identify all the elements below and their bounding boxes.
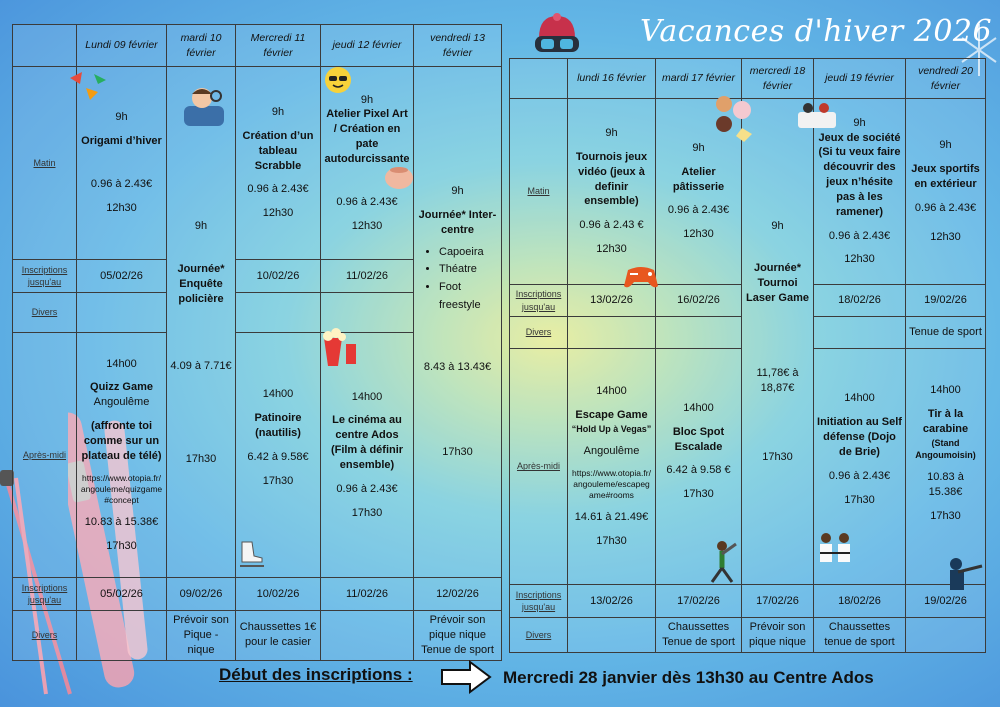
divers-cell: [568, 317, 656, 349]
row-label-divers: Divers: [13, 611, 77, 661]
day-header: Mercredi 11 février: [236, 25, 321, 67]
inscription-date: 19/02/26: [906, 285, 986, 317]
inscription-date: 10/02/26: [236, 260, 321, 293]
inscription-date: 11/02/26: [321, 578, 414, 611]
registration-info: Mercredi 28 janvier dès 13h30 au Centre Ados: [503, 668, 874, 687]
poster-title: Vacances d'hiver 2026: [640, 14, 993, 49]
activity-title: Journée* Inter-centre: [418, 209, 497, 236]
activity-link[interactable]: https://www.otopia.fr/angouleme/quizgame#concept: [80, 472, 163, 505]
inscription-date: 17/02/26: [656, 585, 742, 618]
divers-cell: Prévoir son pique nique Tenue de sport: [414, 611, 502, 661]
day-header: Lundi 09 février: [77, 25, 167, 67]
day-header: mardi 17 février: [656, 59, 742, 99]
divers-cell: [906, 618, 986, 653]
activity-title: Origami d’hiver: [81, 135, 162, 148]
karate-icon: [814, 530, 856, 572]
clay-pot-icon: [382, 162, 416, 192]
activity-cell: 9h Atelier pâtisserie 0.96 à 2.43€ 12h30: [656, 99, 742, 285]
activity-title: Escape Game: [575, 409, 648, 422]
inscription-date: 16/02/26: [656, 285, 742, 317]
inscription-date: 17/02/26: [742, 585, 814, 618]
row-label-apres-midi: Après-midi: [13, 333, 77, 578]
activity-title: Initiation au Self défense (Dojo de Brie): [817, 416, 902, 458]
day-header: lundi 16 février: [568, 59, 656, 99]
activity-title: Journée* Enquête policière: [177, 263, 225, 305]
corner-cell: [13, 25, 77, 67]
inscription-date: 13/02/26: [568, 585, 656, 618]
beanie-goggles-icon: [531, 12, 583, 60]
divers-cell: Chaussettes tenue de sport: [814, 618, 906, 653]
activity-title: Création d’un tableau Scrabble: [242, 129, 314, 172]
inscription-date: 18/02/26: [814, 285, 906, 317]
activity-title: Journée* Tournoi Laser Game: [746, 262, 809, 305]
day-header: mercredi 18 février: [742, 59, 814, 99]
activity-title: Tir à la carabine: [922, 408, 969, 436]
popcorn-icon: [320, 326, 360, 368]
pastry-icon: [712, 94, 758, 146]
week2-schedule-table: [509, 58, 986, 653]
activity-cell: 14h00 Tir à la carabine (Stand Angoumoisin) 10.83 à 15.38€ 17h30: [906, 349, 986, 585]
arrow-right-icon: [440, 660, 492, 694]
origami-icon: [68, 70, 108, 102]
inscription-date: 18/02/26: [814, 585, 906, 618]
divers-cell: [814, 317, 906, 349]
activity-link[interactable]: https://www.otopia.fr/angouleme/escapegame#rooms: [572, 467, 651, 501]
row-label-inscriptions: Inscriptions jusqu'au: [510, 585, 568, 618]
day-header: mardi 10 février: [167, 25, 236, 67]
row-label-inscriptions: Inscriptions jusqu'au: [13, 578, 77, 611]
divers-cell: Chaussettes 1€ pour le casier: [236, 611, 321, 661]
full-day-activity-cell: 9h Journée* Tournoi Laser Game 11,78€ à 18,87€ 17h30: [742, 99, 814, 585]
row-label-apres-midi: Après-midi: [510, 349, 568, 585]
activity-cell: 9h Jeux de société (Si tu veux faire découvrir des jeux n’hésite pas à les ramener) 0.96 à 2.43€ 12h30: [814, 99, 906, 285]
divers-cell: [77, 611, 167, 661]
day-header: vendredi 20 février: [906, 59, 986, 99]
inscription-date: 19/02/26: [906, 585, 986, 618]
divers-cell: [77, 293, 167, 333]
activity-title: Quizz Game: [90, 381, 153, 394]
row-label-matin: Matin: [510, 99, 568, 285]
inscription-date: 05/02/26: [77, 578, 167, 611]
activity-list: • Capoeira • Théatre • Foot freestyle: [421, 244, 498, 314]
divers-cell: Tenue de sport: [906, 317, 986, 349]
climber-icon: [702, 540, 742, 586]
activity-cell: 9h Création d’un tableau Scrabble 0.96 à 2.43€ 12h30: [236, 67, 321, 260]
row-label-matin: Matin: [13, 67, 77, 260]
divers-cell: Prévoir son Pique - nique: [167, 611, 236, 661]
row-label-divers: Divers: [510, 618, 568, 653]
full-day-activity-cell: 9h Journée* Inter-centre • Capoeira • Théatre • Foot freestyle 8.43 à 13.43€ 17h30: [414, 67, 502, 578]
activity-cell: 14h00 Escape Game “Hold Up à Vegas” Angoulême https://www.otopia.fr/angouleme/escapegame#rooms 14.61 à 21.49€ 17h30: [568, 349, 656, 585]
sunglasses-emoji-icon: [324, 66, 352, 94]
divers-cell: [568, 618, 656, 653]
activity-cell: 14h00 Le cinéma au centre Ados (Film à définir ensemble) 0.96 à 2.43€ 17h30: [321, 333, 414, 578]
activity-title: Bloc Spot Escalade: [672, 425, 725, 453]
day-header: jeudi 12 février: [321, 25, 414, 67]
inscription-date: 11/02/26: [321, 260, 414, 293]
registration-label: Début des inscriptions :: [219, 665, 413, 684]
row-label-divers: Divers: [13, 293, 77, 333]
activity-title: Atelier pâtisserie: [672, 165, 725, 193]
divers-cell: Chaussettes Tenue de sport: [656, 618, 742, 653]
detective-icon: [180, 84, 228, 126]
row-label-divers: Divers: [510, 317, 568, 349]
activity-title: Tournois jeux vidéo (jeux à definir ensemble): [575, 150, 648, 208]
activity-cell: 14h00 Bloc Spot Escalade 6.42 à 9.58 € 17h30: [656, 349, 742, 585]
gamepad-icon: [622, 262, 660, 292]
activity-cell: 9h Origami d’hiver 0.96 à 2.43€ 12h30: [77, 67, 167, 260]
ice-skates-icon: [238, 538, 278, 568]
shooter-icon: [944, 556, 984, 592]
activity-cell: 14h00 Initiation au Self défense (Dojo de Brie) 0.96 à 2.43€ 17h30: [814, 349, 906, 585]
activity-title: Patinoire (nautilis): [254, 412, 302, 440]
activity-title: Atelier Pixel Art / Création en pate autodurcissante: [324, 108, 410, 165]
activity-cell: 14h00 Patinoire (nautilis) 6.42 à 9.58€ 17h30: [236, 333, 321, 578]
activity-title: Le cinéma au centre Ados (Film à définir ensemble): [330, 414, 404, 471]
activity-title: Jeux sportifs en extérieur: [911, 163, 980, 191]
divers-cell: Prévoir son pique nique: [742, 618, 814, 653]
divers-cell: [656, 317, 742, 349]
row-label-inscriptions: Inscriptions jusqu'au: [13, 260, 77, 293]
divers-cell: [236, 293, 321, 333]
activity-cell: 9h Tournois jeux vidéo (jeux à definir ensemble) 0.96 à 2.43 € 12h30: [568, 99, 656, 285]
inscription-date: 05/02/26: [77, 260, 167, 293]
inscription-date: 12/02/26: [414, 578, 502, 611]
activity-title: Jeux de société (Si tu veux faire découvrir des jeux n’hésite pas à les ramener): [818, 131, 901, 218]
inscription-date: 10/02/26: [236, 578, 321, 611]
corner-cell: [510, 59, 568, 99]
day-header: vendredi 13 février: [414, 25, 502, 67]
row-label-inscriptions: Inscriptions jusqu'au: [510, 285, 568, 317]
inscription-date: 09/02/26: [167, 578, 236, 611]
inscription-date: 13/02/26: [568, 285, 656, 317]
board-game-icon: [796, 100, 838, 130]
full-day-activity-cell: 9h Journée* Enquête policière 4.09 à 7.71€ 17h30: [167, 67, 236, 578]
activity-cell: 9h Jeux sportifs en extérieur 0.96 à 2.43€ 12h30: [906, 99, 986, 285]
divers-cell: [321, 611, 414, 661]
day-header: jeudi 19 février: [814, 59, 906, 99]
activity-cell: 14h00 Quizz Game Angoulême (affronte toi comme sur un plateau de télé) https://www.otopia.fr/angouleme/quizgame#concept 10.83 à 15.38€ 17h30: [77, 333, 167, 578]
activity-cell: 9h Atelier Pixel Art / Création en pate autodurcissante 0.96 à 2.43€ 12h30: [321, 67, 414, 260]
